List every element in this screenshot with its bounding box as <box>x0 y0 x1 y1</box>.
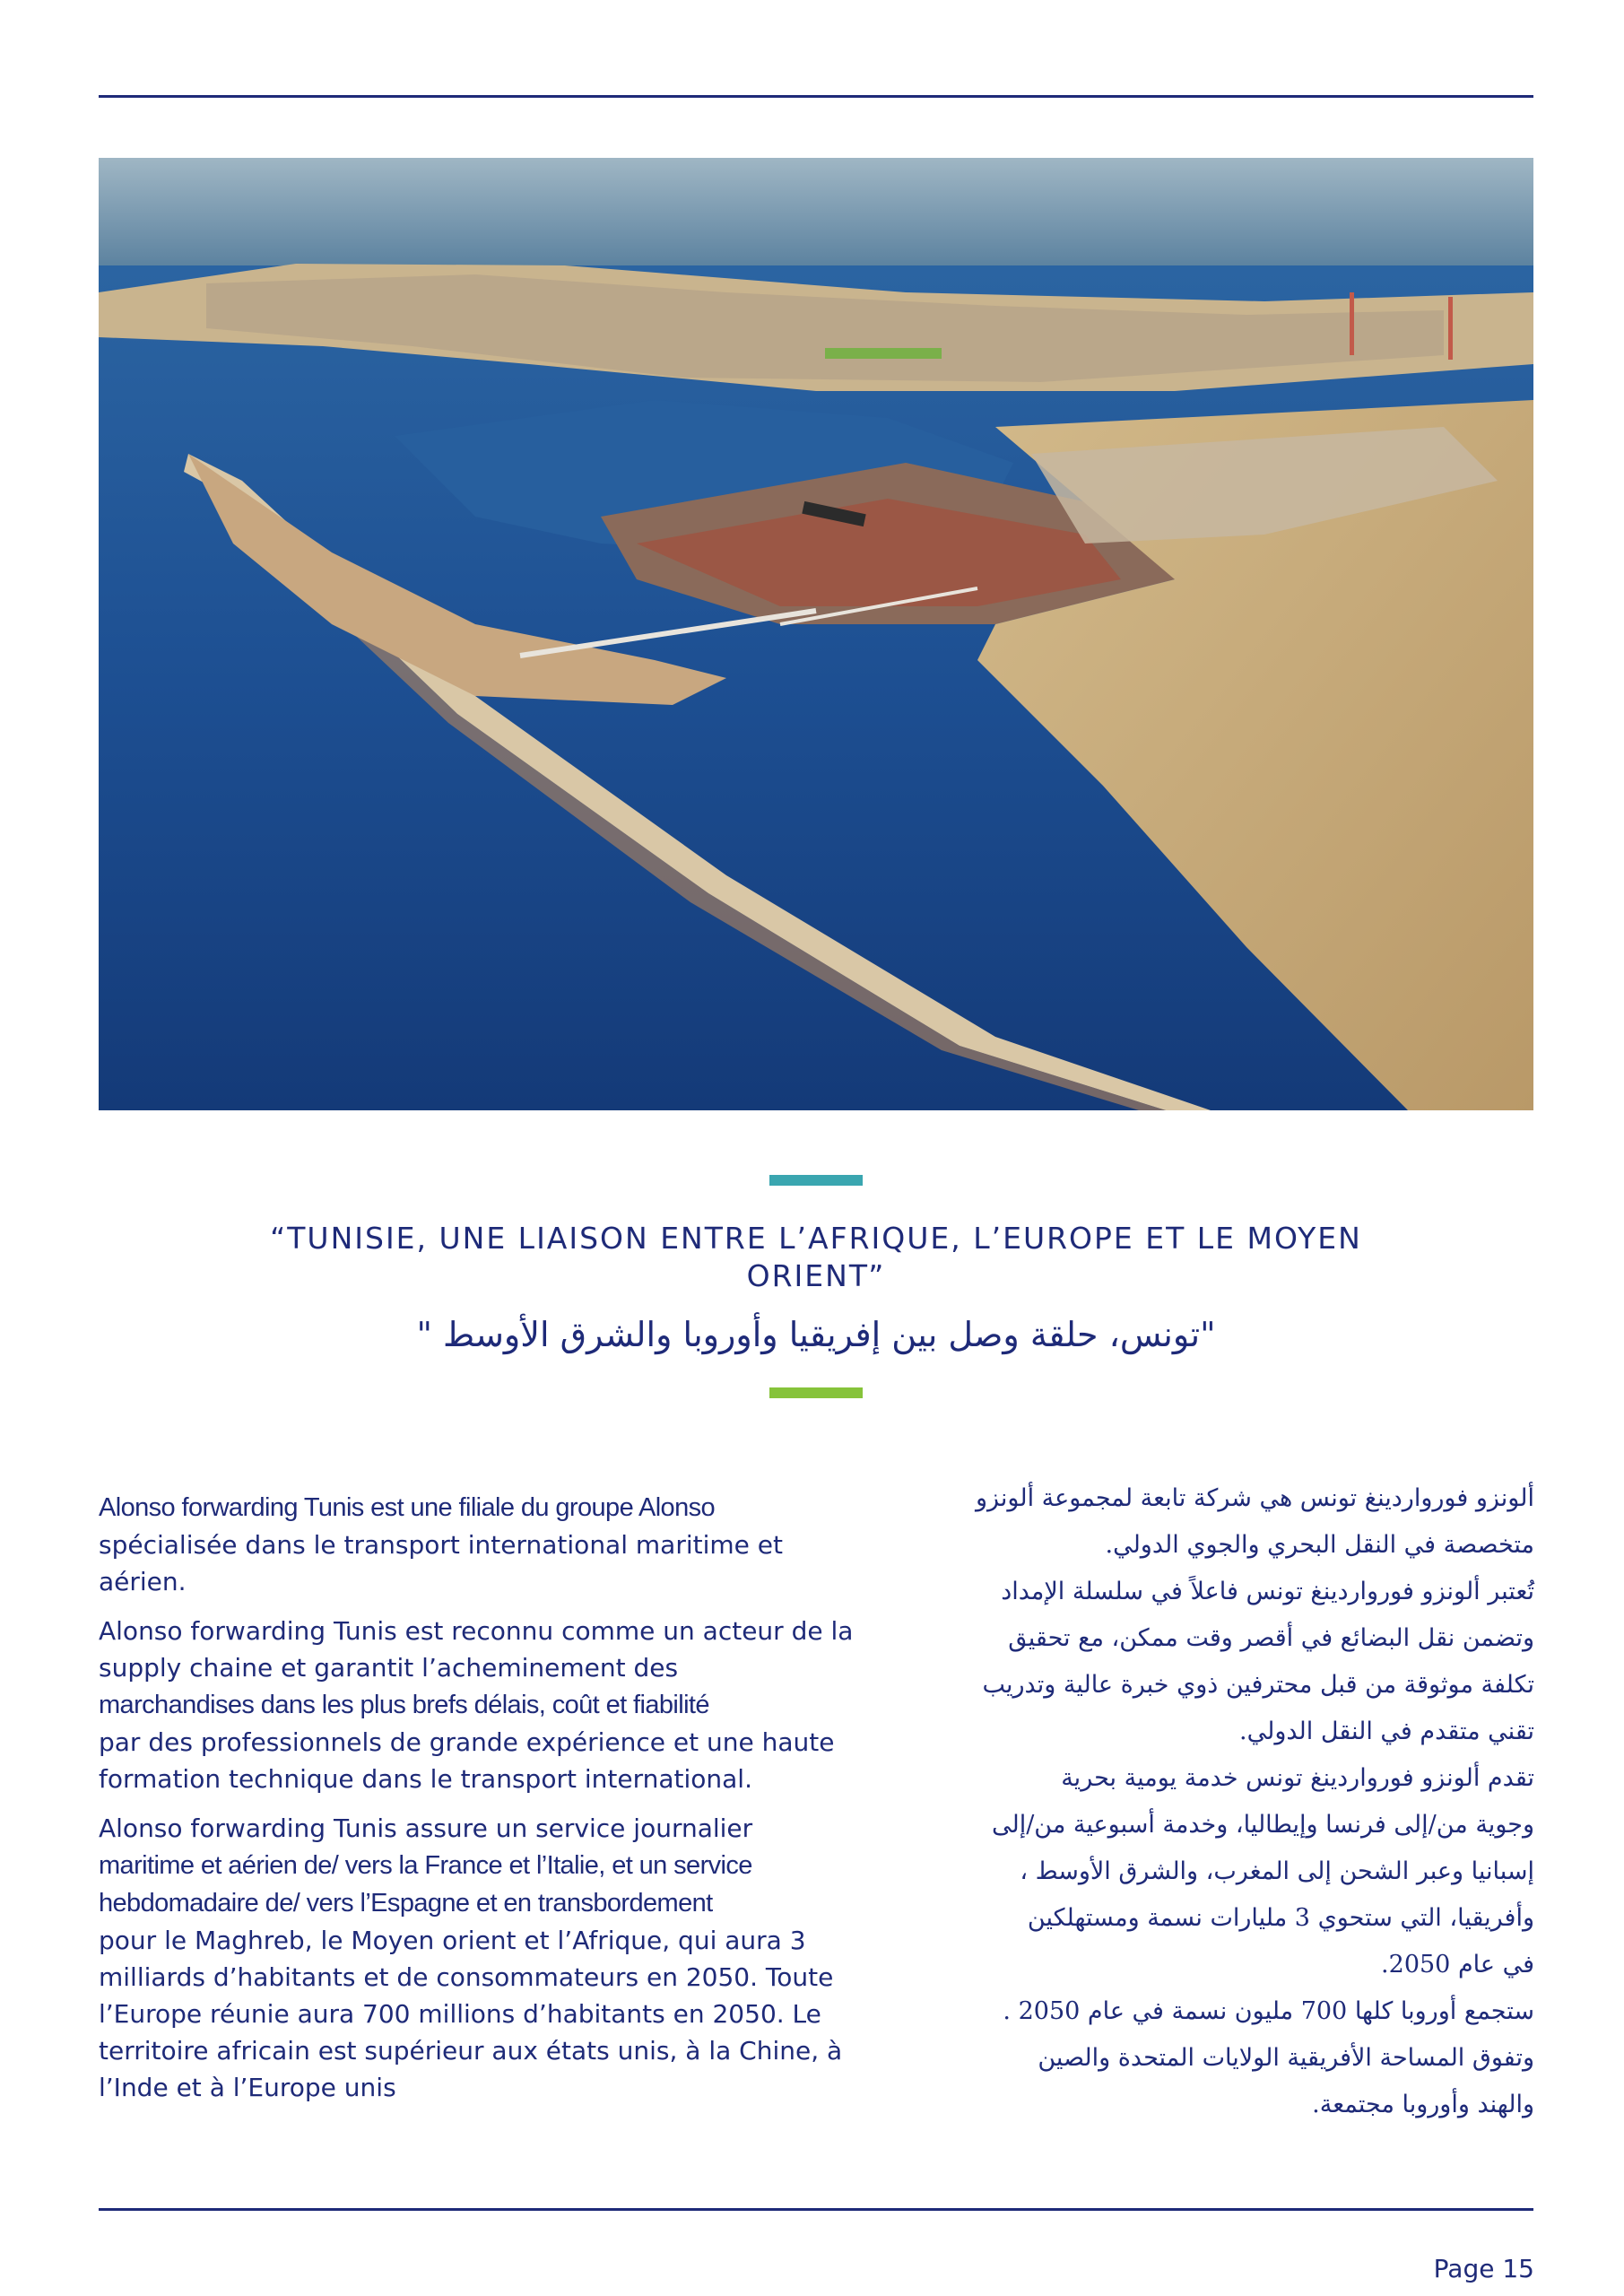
french-p1-lead: Alonso forwarding Tunis est une filiale du groupe Alonso <box>99 1493 716 1522</box>
french-p2-c: par des professionnels de grande expérience et une haute formation technique dans le transport international. <box>99 1727 835 1794</box>
quote-french: “TUNISIE, UNE LIAISON ENTRE L’AFRIQUE, L’EUROPE ET LE MOYEN ORIENT” <box>270 1221 1362 1293</box>
aerial-port-photo <box>99 158 1533 1110</box>
quote-arabic: "تونس، حلقة وصل بين إفريقيا وأوروبا والشرق الأوسط " <box>416 1315 1216 1354</box>
arabic-line: تقدم ألونزو فورواردينغ تونس خدمة يومية بحرية <box>1061 1764 1534 1792</box>
french-p2-b: marchandises dans les plus brefs délais, coût et fiabilité <box>99 1691 709 1719</box>
arabic-line: وجوية من/إلى فرنسا وإيطاليا، وخدمة أسبوعية من/إلى <box>991 1811 1534 1839</box>
arabic-line: ألونزو فورواردينغ تونس هي شركة تابعة لمجموعة ألونزو <box>975 1484 1534 1512</box>
arabic-column <box>835 1475 1534 2128</box>
page-number: Page 15 <box>1433 2254 1534 2283</box>
arabic-line: ستجمع أوروبا كلها 700 مليون نسمة في عام 2050 . <box>1003 1997 1534 2025</box>
arabic-line: وأفريقيا، التي ستحوي 3 مليارات نسمة ومستهلكين <box>1027 1904 1534 1932</box>
arabic-line: والهند وأوروبا مجتمعة. <box>1312 2091 1534 2118</box>
french-p3-a: Alonso forwarding Tunis assure un service journalier <box>99 1813 753 1843</box>
arabic-line: تقني متقدم في النقل الدولي. <box>1239 1718 1534 1745</box>
arabic-line: وتفوق المساحة الأفريقية الولايات المتحدة والصين <box>1038 2044 1534 2072</box>
green-accent-bar <box>769 1387 863 1398</box>
arabic-line: تكلفة موثوقة من قبل محترفين ذوي خبرة عالية وتدريب <box>982 1671 1534 1699</box>
french-paragraph-3 <box>99 1810 870 2106</box>
french-p3-c: pour le Maghreb, le Moyen orient et l’Afrique, qui aura 3 milliards d’habitants et de consommateurs en 2050. Toute l’Europe réunie aura 700 millions d’habitants en 2050. Le territoire africain est supérieur aux états unis, à la Chine, à l’Inde et à l’Europe unis <box>99 1926 843 2102</box>
arabic-line: وتضمن نقل البضائع في أقصر وقت ممكن، مع تحقيق <box>1008 1624 1534 1652</box>
arabic-line: متخصصة في النقل البحري والجوي الدولي. <box>1105 1531 1534 1559</box>
french-paragraph-2 <box>99 1613 870 1797</box>
french-column <box>99 1489 870 2118</box>
bottom-divider <box>99 2208 1533 2211</box>
top-divider <box>99 95 1533 98</box>
french-p1-rest: spécialisée dans le transport international maritime et aérien. <box>99 1530 783 1596</box>
port-illustration <box>99 158 1533 1110</box>
french-p3-b: maritime et aérien de/ vers la France et l’Italie, et un service hebdomadaire de/ vers l’Espagne et en transbordement <box>99 1851 752 1918</box>
arabic-line: تُعتبر ألونزو فورواردينغ تونس فاعلاً في سلسلة الإمداد <box>1001 1578 1534 1605</box>
arabic-line: إسبانيا وعبر الشحن إلى المغرب، والشرق الأوسط ، <box>1020 1857 1534 1885</box>
french-p2-a: Alonso forwarding Tunis est reconnu comme un acteur de la supply chaine et garantit l’acheminement des <box>99 1616 854 1683</box>
teal-accent-bar <box>769 1175 863 1186</box>
arabic-line: في عام 2050. <box>1381 1951 1534 1979</box>
french-paragraph-1 <box>99 1489 870 1600</box>
